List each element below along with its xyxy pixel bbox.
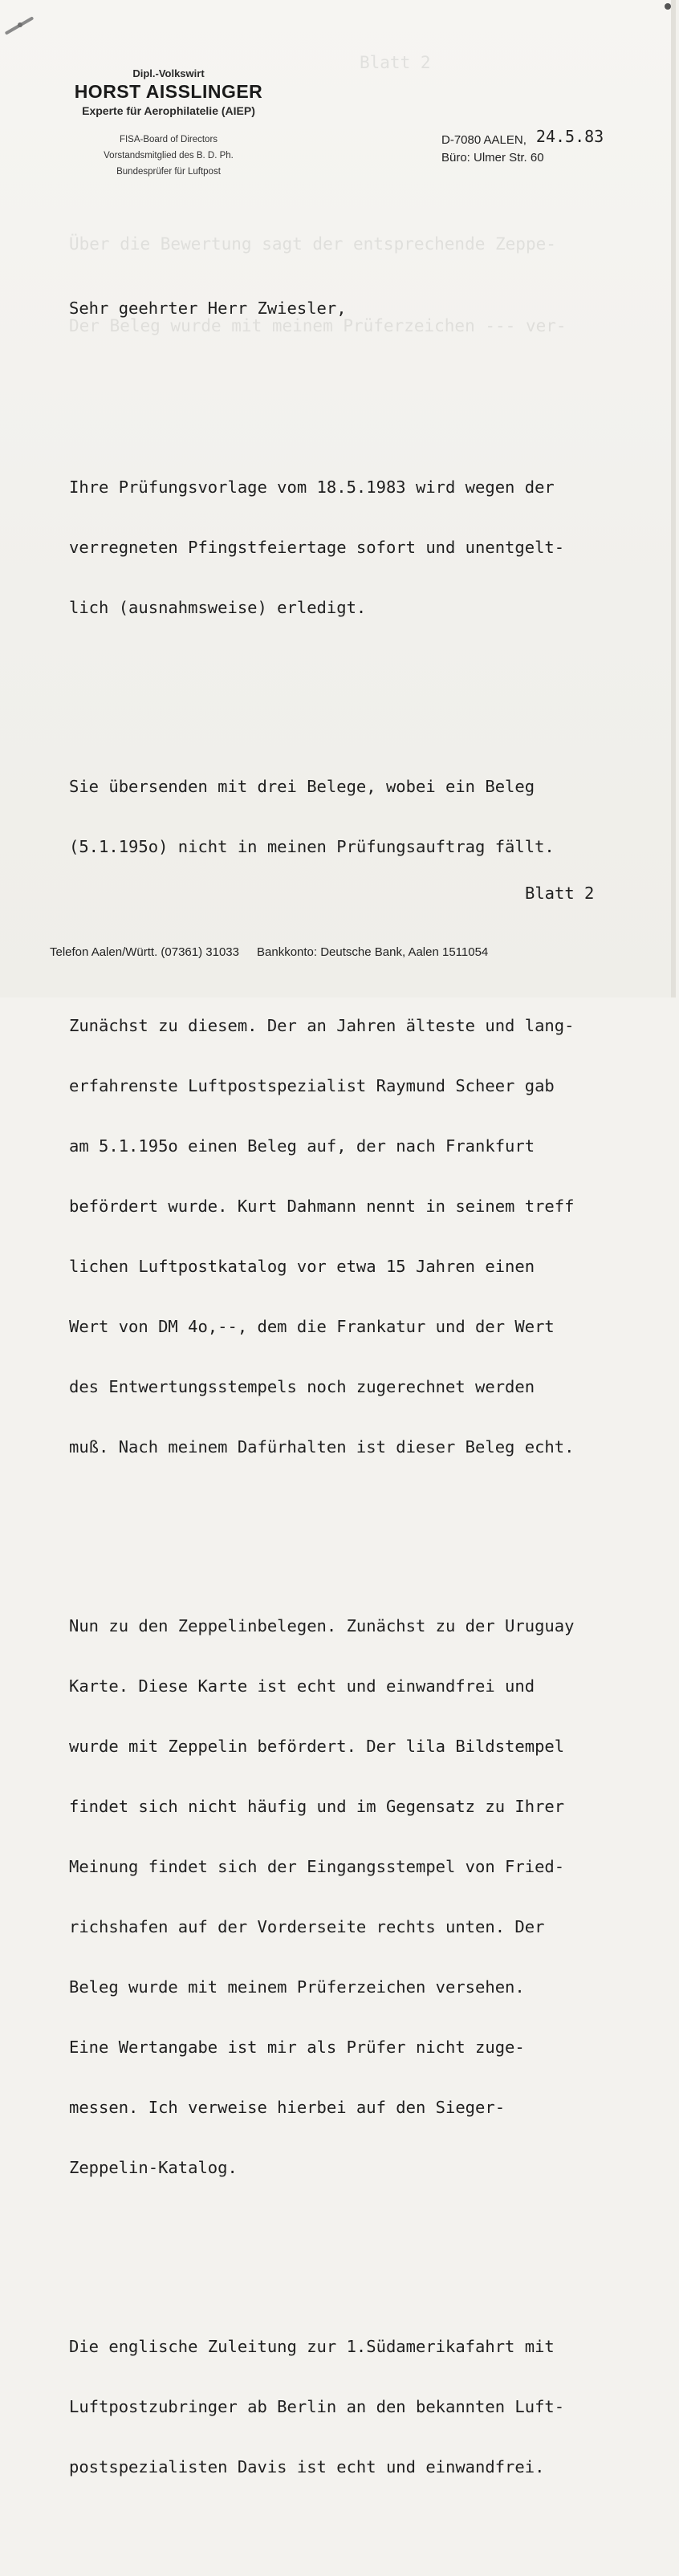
sender-city: D-7080 AALEN,: [441, 133, 527, 147]
text-line: Sehr geehrter Herr Zwiesler,: [69, 299, 347, 318]
paragraph-2: [69, 737, 679, 897]
letter-body: [69, 218, 679, 2576]
letterhead-subtitle: Experte für Aerophilatelie (AIEP): [82, 104, 255, 117]
show-through-line: Über die Bewertung sagt der entsprechende Zeppe-: [69, 234, 556, 254]
letterhead: [48, 67, 289, 180]
paragraph-3: [69, 976, 679, 1497]
paragraph-1: [69, 437, 679, 658]
text-line: verregneten Pfingstfeiertage sofort und unentgelt-: [69, 538, 565, 557]
letterhead-degree: Dipl.-Volkswirt: [132, 67, 205, 79]
text-line: Wert von DM 4o,--, dem die Frankatur und der Wert: [69, 1317, 555, 1336]
letterhead-role: FISA-Board of Directors: [119, 135, 218, 144]
text-line: Nun zu den Zeppelinbelegen. Zunächst zu der Uruguay: [69, 1616, 575, 1635]
letterhead-name: HORST AISSLINGER: [74, 81, 263, 102]
paragraph-5: [69, 2297, 679, 2517]
text-line: erfahrenste Luftpostspezialist Raymund Scheer gab: [69, 1076, 555, 1095]
text-line: Zeppelin-Katalog.: [69, 2158, 238, 2177]
salutation: [69, 258, 679, 359]
show-through-title: Blatt 2: [360, 53, 431, 72]
letterhead-role: Vorstandsmitglied des B. D. Ph.: [104, 151, 234, 160]
text-line: Die englische Zuleitung zur 1.Südamerikafahrt mit: [69, 2337, 555, 2356]
text-line: Eine Wertangabe ist mir als Prüfer nicht zuge-: [69, 2038, 525, 2057]
text-line: des Entwertungsstempels noch zugerechnet werden: [69, 1377, 535, 1396]
text-line: messen. Ich verweise hierbei auf den Sieger-: [69, 2098, 506, 2117]
footer-bank: Bankkonto: Deutsche Bank, Aalen 1511054: [257, 945, 489, 959]
text-line: Luftpostzubringer ab Berlin an den bekannten Luft-: [69, 2397, 565, 2416]
show-through-line: Der Beleg wurde mit meinem Prüferzeichen --- ver-: [69, 316, 567, 335]
staple-hole: [18, 22, 22, 27]
letter-footer: [50, 945, 488, 959]
sender-office: Büro: Ulmer Str. 60: [441, 151, 544, 165]
punch-dot: [665, 3, 671, 10]
text-line: am 5.1.195o einen Beleg auf, der nach Frankfurt: [69, 1136, 535, 1156]
text-line: muß. Nach meinem Dafürhalten ist dieser Beleg echt.: [69, 1437, 575, 1457]
letterhead-roles: [48, 132, 289, 180]
footer-phone: Telefon Aalen/Württ. (07361) 31033: [50, 945, 239, 959]
text-line: befördert wurde. Kurt Dahmann nennt in seinem treff: [69, 1197, 575, 1216]
paragraph-4: [69, 1576, 679, 2218]
text-line: Sie übersenden mit drei Belege, wobei ein Beleg: [69, 777, 535, 796]
text-line: wurde mit Zeppelin befördert. Der lila Bildstempel: [69, 1737, 565, 1756]
text-line: Meinung findet sich der Eingangsstempel von Fried-: [69, 1857, 565, 1876]
text-line: Zunächst zu diesem. Der an Jahren älteste und lang-: [69, 1016, 575, 1035]
continuation-marker: Blatt 2: [525, 884, 595, 903]
text-line: lich (ausnahmsweise) erledigt.: [69, 598, 367, 617]
text-line: (5.1.195o) nicht in meinen Prüfungsauftrag fällt.: [69, 837, 555, 856]
text-line: postspezialisten Davis ist echt und einwandfrei.: [69, 2457, 545, 2476]
sender-address: [441, 128, 604, 165]
text-line: Ihre Prüfungsvorlage vom 18.5.1983 wird wegen der: [69, 477, 555, 497]
text-line: findet sich nicht häufig und im Gegensatz zu Ihrer: [69, 1797, 565, 1816]
letterhead-role: Bundesprüfer für Luftpost: [116, 167, 221, 177]
letter-date: 24.5.83: [535, 127, 604, 146]
text-line: richshafen auf der Vorderseite rechts unten. Der: [69, 1917, 545, 1936]
text-line: lichen Luftpostkatalog vor etwa 15 Jahren einen: [69, 1257, 535, 1276]
text-line: Beleg wurde mit meinem Prüferzeichen versehen.: [69, 1977, 525, 1997]
text-line: Karte. Diese Karte ist echt und einwandfrei und: [69, 1676, 535, 1696]
